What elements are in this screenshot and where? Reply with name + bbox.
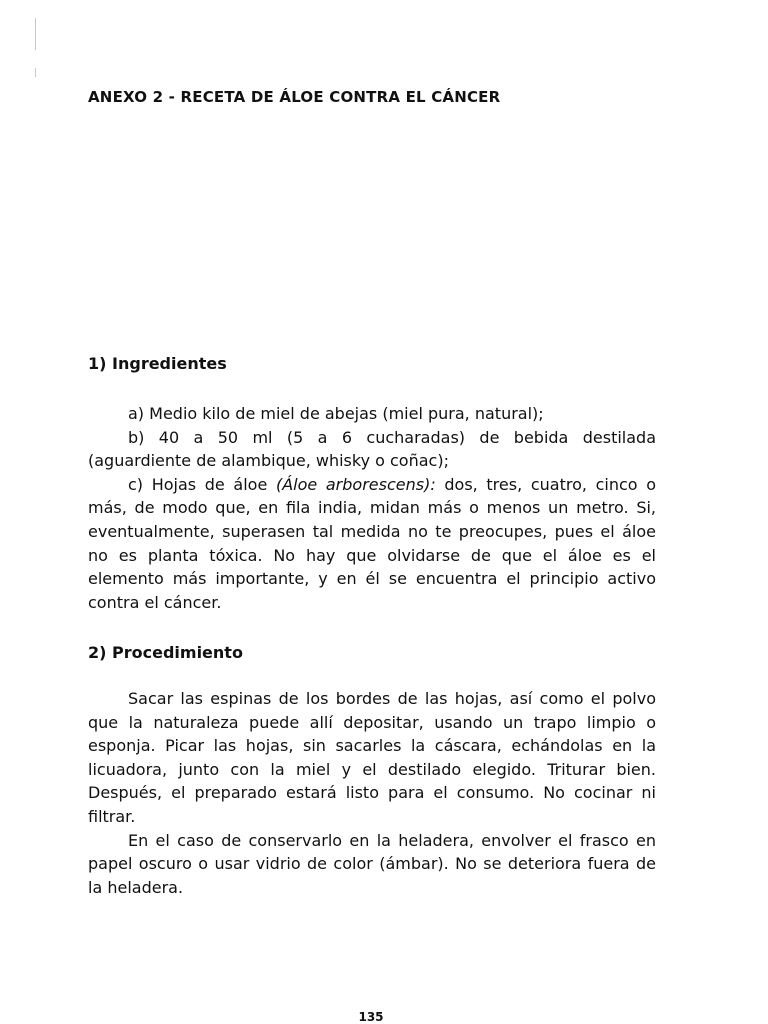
page-heading: ANEXO 2 - RECETA DE ÁLOE CONTRA EL CÁNCER: [88, 88, 501, 106]
ingredient-a: a) Medio kilo de miel de abejas (miel pura, natural);: [128, 404, 544, 423]
ingredient-c-rest: dos, tres, cuatro, cinco o más, de modo que, en fila india, midan más o menos un metro. Si, eventualmente, superasen tal medida no te preocupes, pues el áloe no es planta tóxica. No hay que olvidarse de que el áloe es el elemento más importante, y en él se encuentra el principio activo contra el cáncer.: [88, 474, 657, 612]
procedure-paragraph-1: Sacar las espinas de los bordes de las hojas, así como el polvo que la naturaleza puede allí depositar, usando un trapo limpio o esponja. Picar las hojas, sin sacarles la cáscara, echándolas en la licuadora, junto con la miel y el destilado elegido. Triturar bien. Después, el preparado estará listo para el consumo. No cocinar ni filtrar.: [88, 689, 656, 826]
ingredient-c-prefix: c) Hojas de áloe: [128, 474, 276, 494]
scan-edge-mark: [35, 18, 36, 50]
section-title-ingredientes: 1) Ingredientes: [88, 354, 227, 373]
page-number: 135: [358, 1010, 384, 1024]
ingredient-c-species: (Áloe arborescens):: [275, 474, 436, 494]
procedure-text: [88, 687, 656, 899]
ingredients-list: [88, 402, 656, 614]
scan-edge-mark-small: [35, 68, 36, 77]
procedure-paragraph-2: En el caso de conservarlo en la heladera, envolver el frasco en papel oscuro o usar vidrio de color (ámbar). No se deteriora fuera de la heladera.: [88, 830, 656, 897]
section-title-procedimiento: 2) Procedimiento: [88, 643, 243, 662]
ingredient-b: b) 40 a 50 ml (5 a 6 cucharadas) de bebida destilada (aguardiente de alambique, whisky o coñac);: [88, 427, 656, 471]
ingredient-c: [88, 473, 656, 615]
